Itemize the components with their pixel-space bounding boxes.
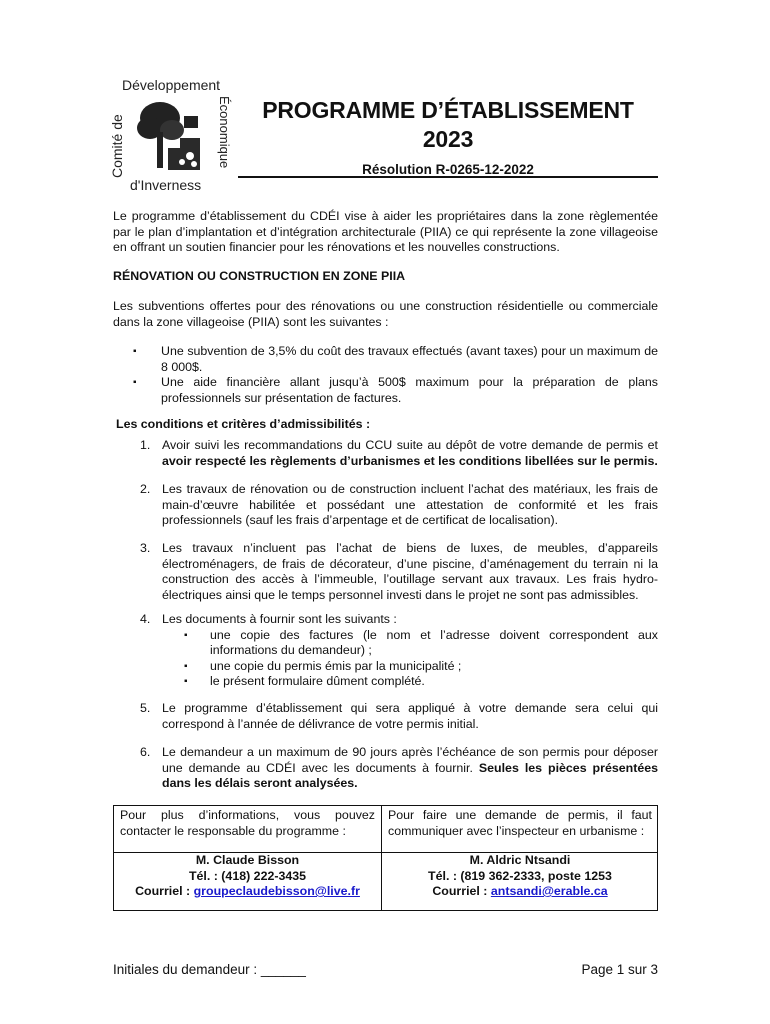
documents-list (162, 628, 658, 690)
item-text: Les travaux n’incluent pas l’achat de biens de luxes, de meubles, d’appareils électroménagers, de frais de décorateur, d’une piscine, d’aménagement du terrain ni la construction des accès à l’immeuble, l’outillage servant aux travaux. Les frais hydro-électriques ainsi que le temps personnel investi dans le projet ne sont pas admissibles. (162, 541, 658, 602)
resolution-number: Résolution R-0265-12-2022 (362, 162, 534, 177)
list-item (140, 745, 658, 792)
list-item (140, 701, 658, 732)
contact-phone: Tél. : (418) 222-3435 (188, 868, 307, 883)
list-item (140, 438, 658, 469)
contact-name: M. Claude Bisson (195, 853, 300, 867)
item-text: Les documents à fournir sont les suivants : (162, 612, 397, 626)
list-item (140, 541, 658, 603)
item-bold-text: avoir respecté les règlements d’urbanismes et les conditions libellées sur le permis. (162, 453, 658, 468)
contact-name: M. Aldric Ntsandi (469, 853, 571, 867)
conditions-list (140, 612, 658, 690)
conditions-list (140, 482, 658, 529)
item-number: 6. (140, 745, 151, 759)
email-label: Courriel : (135, 884, 194, 898)
contact-program-manager (114, 806, 382, 910)
logo-line2: Économique (217, 96, 232, 169)
contact-intro: Pour plus d’informations, vous pouvez contacter le responsable du programme : (120, 808, 375, 838)
item-text: Le programme d’établissement qui sera appliqué à votre demande sera celui qui correspond à l’année de délivrance de votre permis initial. (162, 701, 658, 731)
list-item (140, 482, 658, 529)
conditions-list (140, 541, 658, 603)
email-link[interactable]: groupeclaudebisson@live.fr (193, 884, 360, 898)
logo-line1: Développement (122, 77, 221, 93)
list-item: ▪ le présent formulaire dûment complété. (184, 674, 658, 690)
contact-intro: Pour faire une demande de permis, il faut communiquer avec l’inspecteur en urbanisme : (388, 808, 652, 838)
item-number: 1. (140, 438, 151, 452)
page-number: Page 1 sur 3 (581, 962, 658, 977)
page-title-line2: 2023 (422, 126, 474, 152)
contact-inspector (382, 806, 658, 910)
item-number: 2. (140, 482, 151, 496)
cdei-logo (108, 78, 230, 194)
title-block (238, 96, 658, 178)
contact-email-row (382, 884, 658, 900)
item-number: 3. (140, 541, 151, 555)
email-link[interactable]: antsandi@erable.ca (490, 884, 608, 898)
list-item: ▪ une copie du permis émis par la municipalité ; (184, 659, 658, 675)
logo-line4: d'Inverness (130, 177, 202, 193)
item-bold-text: Seules les pièces présentées dans les délais seront analysées. (162, 760, 658, 790)
item-number: 4. (140, 612, 151, 626)
item-text: Le demandeur a un maximum de 90 jours après l’échéance de son permis pour déposer une demande au CDÉI avec les documents à fournir. (162, 745, 658, 775)
contact-info (382, 853, 658, 900)
logo-line3: Comité de (109, 114, 125, 178)
title-underline (238, 176, 658, 178)
section-heading: RÉNOVATION OU CONSTRUCTION EN ZONE PIIA (113, 269, 406, 283)
list-item: ▪ Une aide financière allant jusqu’à 500$ maximum pour la préparation de plans professionnels sur présentation de factures. (133, 375, 658, 406)
email-label: Courriel : (432, 884, 491, 898)
page-title-line1: PROGRAMME D’ÉTABLISSEMENT (262, 97, 634, 123)
list-item (140, 612, 658, 690)
conditions-list (140, 745, 658, 792)
subsidy-list (133, 344, 658, 406)
contact-info (114, 853, 381, 900)
contact-table (113, 805, 658, 911)
list-item: ▪ Une subvention de 3,5% du coût des travaux effectués (avant taxes) pour un maximum de 8 000$. (133, 344, 658, 375)
item-text: Les travaux de rénovation ou de construction incluent l’achat des matériaux, les frais de main-d’œuvre habilitée et possédant une attestation de conformité et les frais professionnels (sauf les frais d’arpentage et de certificat de localisation). (162, 482, 658, 527)
item-number: 5. (140, 701, 151, 715)
contact-email-row (114, 884, 381, 900)
item-text: Avoir suivi les recommandations du CCU suite au dépôt de votre demande de permis et (162, 438, 658, 452)
conditions-list (140, 438, 658, 469)
list-item: ▪ une copie des factures (le nom et l’adresse doivent correspondent aux informations du demandeur) ; (184, 628, 658, 659)
initials-field[interactable]: Initiales du demandeur : ______ (113, 962, 306, 977)
tree-icon (137, 102, 200, 170)
contact-phone: Tél. : (819 362-2333, poste 1253 (428, 868, 612, 883)
intro-paragraph: Le programme d’établissement du CDÉI vise à aider les propriétaires dans la zone règlementée par le plan d’implantation et d’intégration architecturale (PIIA) ce qui représente la zone villageoise en offrant un soutien financier pour les rénovations et les nouvelles constructions. (113, 209, 658, 254)
conditions-list (140, 701, 658, 732)
conditions-heading: Les conditions et critères d’admissibilités : (116, 417, 371, 431)
section-text: Les subventions offertes pour des rénovations ou une construction résidentielle ou commerciale dans la zone villageoise (PIIA) sont les suivantes : (113, 299, 658, 329)
